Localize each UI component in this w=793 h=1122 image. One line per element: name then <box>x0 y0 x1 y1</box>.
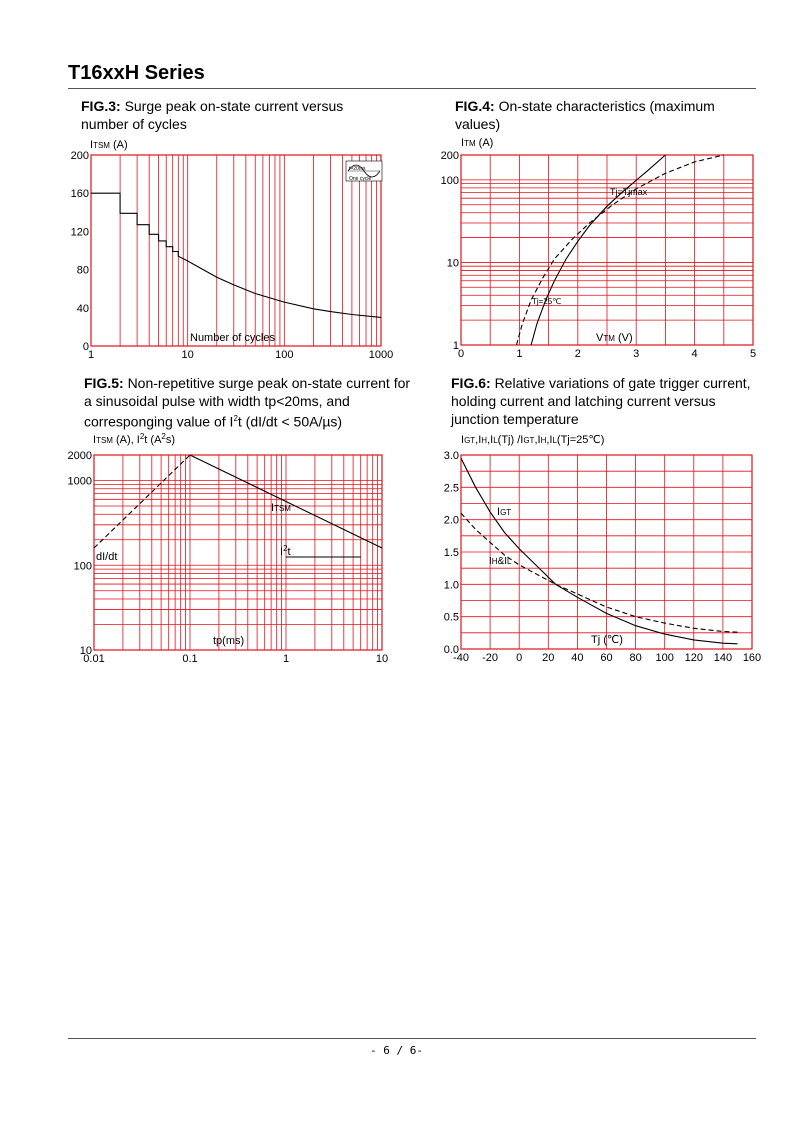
fig3-waveform-t: t=20ms <box>349 166 366 172</box>
fig5-label-didt: dI/dt <box>96 551 118 563</box>
fig3-xtick-label: 100 <box>275 349 294 361</box>
fig4-xtick-label: 4 <box>691 348 698 360</box>
fig5-xtick-label: 0.01 <box>83 653 105 665</box>
fig5-label-i2t: $I^2t$ <box>280 544 291 558</box>
fig6-xtick-label: 0 <box>516 652 523 664</box>
fig6-ytick-label: 2.0 <box>443 514 459 527</box>
fig3-xlabel: Number of cycles <box>190 332 275 344</box>
fig6-xtick-label: 120 <box>684 652 703 664</box>
fig4-ylabel: ITM (A) <box>461 137 494 149</box>
fig4-xtick-label: 0 <box>457 348 465 360</box>
fig3-curve-series-0 <box>91 193 381 317</box>
fig5-xlabel: tp(ms) <box>213 635 245 647</box>
fig5-ylabel: ITSM (A), $I^2t$ $(A^2s)$ <box>93 432 176 446</box>
fig6-caption-text: Relative variations of gate trigger current, holding current and latching current versus junction temperature <box>451 375 751 427</box>
fig6-ylabel: IGT,IH,IL(Tj) /IGT,IH,IL(Tj=25℃) <box>461 434 605 446</box>
fig4-xtick-label: 3 <box>633 348 640 360</box>
page-number: - 6 / 6- <box>370 1044 423 1057</box>
fig6-label-igt: IGT <box>497 506 512 518</box>
footer-rule <box>68 1038 756 1039</box>
fig4-caption-text: On-state characteristics (maximum values) <box>455 98 715 132</box>
fig4-xtick-label: 1 <box>516 348 523 360</box>
fig6-xtick-label: 100 <box>655 652 674 664</box>
fig4-number: FIG.4: <box>455 98 495 114</box>
fig6-xtick-label: -20 <box>482 652 499 664</box>
fig3-ytick-label: 0 <box>82 341 89 353</box>
fig6-ytick-label: 1.5 <box>443 547 459 559</box>
fig6-xtick-label: 20 <box>542 652 555 664</box>
fig3-xtick-label: 10 <box>181 349 194 361</box>
fig3-ytick-label: 200 <box>70 150 89 162</box>
fig6-label-ihil: IH&IL <box>489 556 512 567</box>
fig3-caption-text: Surge peak on-state current versus number of cycles <box>81 98 344 132</box>
fig6-xtick-label: -40 <box>453 652 469 664</box>
fig3-ylabel: ITSM (A) <box>90 139 128 151</box>
fig3-ytick-label: 40 <box>76 302 89 315</box>
fig5-number: FIG.5: <box>84 375 124 391</box>
page-title: T16xxH Series <box>68 62 205 84</box>
fig6-xtick-label: 80 <box>629 652 642 664</box>
fig6-xtick-label: 160 <box>742 652 762 664</box>
fig6-curve-igt <box>461 458 738 644</box>
fig6-xtick-label: 60 <box>600 652 613 664</box>
fig3-frame <box>91 155 381 346</box>
fig6-xlabel: Tj (℃) <box>591 634 623 646</box>
fig5-xtick-label: 0.1 <box>182 653 198 665</box>
fig6-xtick-label: 40 <box>571 652 584 664</box>
fig5-ytick-label: 10 <box>79 645 92 657</box>
fig3-number: FIG.3: <box>81 98 121 114</box>
fig3-ytick-label: 80 <box>76 264 89 277</box>
fig5-caption-sup: 2 <box>233 414 238 423</box>
fig5-ytick-label: 100 <box>73 560 92 573</box>
fig4-ytick-label: 1 <box>452 340 459 352</box>
fig5-xtick-label: 1 <box>282 653 290 665</box>
fig4-xlabel: VTM (V) <box>596 332 633 344</box>
fig3-plot-area <box>71 150 394 361</box>
fig4-ytick-label: 200 <box>440 150 459 162</box>
fig6-ytick-label: 3.0 <box>443 450 459 462</box>
fig5-chart <box>68 432 389 665</box>
fig3-waveform-cycle: One cycle <box>349 176 372 182</box>
fig5-caption-text: Non-repetitive surge peak on-state current for a sinusoidal pulse with width tp<20ms, and corresponging value of I <box>84 375 411 430</box>
fig5-caption-end: t (dI/dt < 50A/µs) <box>237 413 343 430</box>
fig6-number: FIG.6: <box>451 375 491 391</box>
fig3-xtick-label: 1 <box>87 349 95 361</box>
fig6-ytick-label: 0.0 <box>443 644 459 656</box>
fig5-ytick-label: 2000 <box>67 450 92 462</box>
fig3-ytick-label: 120 <box>70 226 89 239</box>
fig5-curve-di-dt <box>94 455 190 548</box>
fig6-chart <box>444 434 761 664</box>
fig6-ytick-label: 2.5 <box>443 482 459 495</box>
fig4-xtick-label: 2 <box>574 348 581 360</box>
fig6-xtick-label: 140 <box>713 652 733 664</box>
fig5-label-itsm: ITSM <box>271 502 291 514</box>
fig6-ytick-label: 1.0 <box>443 579 459 592</box>
fig4-annotation-tj25: Tj=25℃ <box>532 297 562 306</box>
fig3-ytick-label: 160 <box>70 188 89 201</box>
fig3-xtick-label: 1000 <box>368 349 394 361</box>
fig4-plot-area <box>441 150 756 360</box>
fig3-waveform-icon <box>346 161 382 182</box>
fig4-ytick-label: 100 <box>440 174 459 187</box>
fig4-xtick-label: 5 <box>749 348 757 360</box>
fig5-ytick-label: 1000 <box>67 475 92 488</box>
fig6-ytick-label: 0.5 <box>443 611 459 624</box>
fig4-ytick-label: 10 <box>446 257 459 270</box>
fig4-annotation-tjmax: Tj=Tjmax <box>610 187 648 197</box>
fig4-chart <box>441 137 756 360</box>
fig6-curve-ih-il <box>461 513 738 632</box>
fig5-xtick-label: 10 <box>375 653 389 665</box>
fig3-chart <box>71 139 394 361</box>
